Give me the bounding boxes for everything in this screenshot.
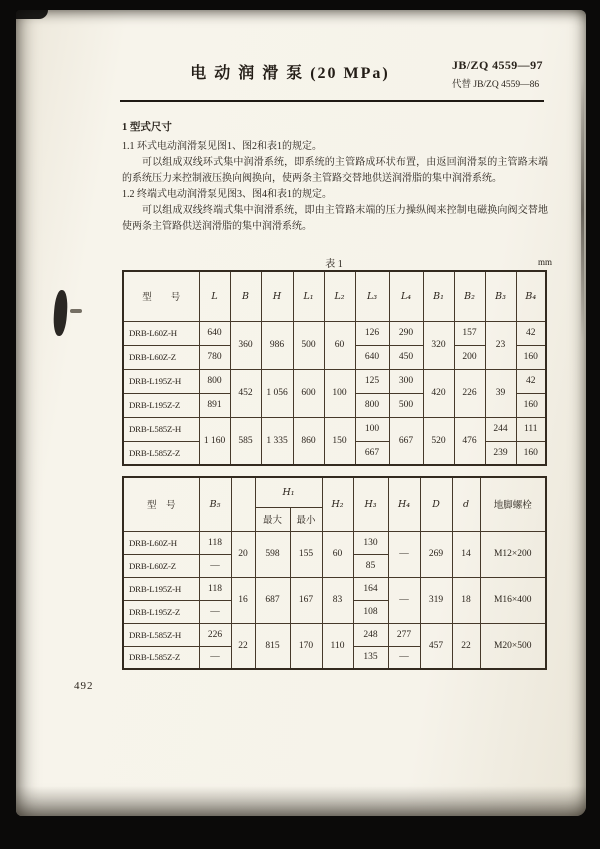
table-cell: 860	[293, 417, 324, 465]
table-cell: 164	[353, 577, 388, 600]
table-cell: DRB-L195Z-H	[123, 369, 199, 393]
table-cell: 891	[199, 393, 230, 417]
table-cell: 277	[388, 623, 420, 646]
table-cell: DRB-L60Z-Z	[123, 345, 199, 369]
table-cell: 457	[420, 623, 452, 669]
table-cell: 160	[516, 393, 546, 417]
table-cell: 319	[420, 577, 452, 623]
paragraph-1-1: 可以组成双线环式集中润滑系统，即系统的主管路成环状布置，由返回润滑泵的主管路末端的系统压力来控制液压换向阀换向，使两条主管路交替地供送润滑脂的集中润滑系统。	[122, 156, 548, 184]
table-cell: 500	[389, 393, 423, 417]
scan-artifact	[16, 786, 586, 816]
table-header-cell: B₁	[423, 271, 454, 321]
table-cell: 239	[485, 441, 516, 465]
table-cell: 244	[485, 417, 516, 441]
table-cell: 18	[452, 577, 480, 623]
replaces-note: 代替 JB/ZQ 4559—86	[452, 80, 540, 90]
table-header-cell: H₁	[255, 477, 322, 507]
table-cell: 476	[454, 417, 485, 465]
table-row	[123, 531, 546, 554]
table-header-cell: B₅	[199, 477, 231, 531]
table-unit-label: mm	[537, 257, 552, 267]
table-header-cell: D	[420, 477, 452, 531]
table-header-cell: H₄	[388, 477, 420, 531]
table-cell: 320	[423, 321, 454, 369]
table-cell: 800	[355, 393, 389, 417]
table-cell: 16	[231, 577, 255, 623]
scan-artifact	[16, 10, 48, 19]
table-cell: 420	[423, 369, 454, 417]
table-header-cell: L₁	[293, 271, 324, 321]
table-cell: 585	[230, 417, 261, 465]
table-cell: 42	[516, 321, 546, 345]
table-cell: 360	[230, 321, 261, 369]
dimension-table-part2	[122, 476, 547, 670]
table-cell: 815	[255, 623, 290, 669]
table-cell: 450	[389, 345, 423, 369]
table-cell: 22	[231, 623, 255, 669]
table-cell: 83	[322, 577, 353, 623]
clause-1-1: 1.1 环式电动润滑泵见图1、图2和表1的规定。	[122, 140, 322, 152]
page-number: 492	[74, 680, 94, 692]
table-cell: 118	[199, 577, 231, 600]
table-cell: —	[388, 531, 420, 577]
dimension-table-part1	[122, 270, 547, 466]
table-row	[123, 623, 546, 646]
table-cell: 22	[452, 623, 480, 669]
table-cell: 160	[516, 441, 546, 465]
table-cell: M12×200	[480, 531, 546, 577]
table-caption-row	[122, 255, 552, 270]
table-cell: 300	[389, 369, 423, 393]
table-cell: DRB-L60Z-H	[123, 321, 199, 345]
table-header-cell: L₃	[355, 271, 389, 321]
table-cell: 60	[322, 531, 353, 577]
table-header-cell: d	[452, 477, 480, 531]
table-header-cell: L₄	[389, 271, 423, 321]
table-cell: 125	[355, 369, 389, 393]
table-cell: —	[388, 577, 420, 623]
table-cell: —	[199, 600, 231, 623]
table-header-cell: B₄	[516, 271, 546, 321]
table-row	[123, 417, 546, 441]
table-cell: DRB-L60Z-H	[123, 531, 199, 554]
table-cell: M16×400	[480, 577, 546, 623]
table-cell: 110	[322, 623, 353, 669]
table-cell: 126	[355, 321, 389, 345]
table-cell: 780	[199, 345, 230, 369]
table-cell: DRB-L585Z-H	[123, 417, 199, 441]
table-cell: 20	[231, 531, 255, 577]
table-row	[123, 321, 546, 345]
table-cell: 290	[389, 321, 423, 345]
table-cell: —	[199, 646, 231, 669]
table-header-cell: 最小	[290, 507, 322, 531]
table-cell: 157	[454, 321, 485, 345]
paragraph-1-2: 可以组成双线终端式集中润滑系统，即由主管路末端的压力操纵阀来控制电磁换向阀交替地使两条主管路供送润滑脂的集中润滑系统。	[122, 204, 548, 232]
table-header-cell: B₂	[454, 271, 485, 321]
table-cell: 23	[485, 321, 516, 369]
table-cell: 85	[353, 554, 388, 577]
table-cell: 800	[199, 369, 230, 393]
table-cell: —	[388, 646, 420, 669]
table-cell: DRB-L195Z-H	[123, 577, 199, 600]
table-cell: 667	[389, 417, 423, 465]
table-cell: 111	[516, 417, 546, 441]
table-cell: DRB-L195Z-Z	[123, 600, 199, 623]
table-cell: 1 335	[261, 417, 293, 465]
table-header-cell: B	[230, 271, 261, 321]
table-cell: 667	[355, 441, 389, 465]
table-cell: 226	[199, 623, 231, 646]
table-cell: 155	[290, 531, 322, 577]
table-row	[123, 477, 546, 507]
scan-artifact	[70, 309, 82, 313]
table-row	[123, 271, 546, 321]
table-header-cell: L	[199, 271, 230, 321]
table-header-cell: B₃	[485, 271, 516, 321]
table-cell: 226	[454, 369, 485, 417]
standard-number: JB/ZQ 4559—97	[452, 58, 543, 72]
table-cell: 100	[324, 369, 355, 417]
table-cell: 100	[355, 417, 389, 441]
table-cell: 167	[290, 577, 322, 623]
document-title: 电 动 润 滑 泵 (20 MPa)	[190, 65, 390, 82]
table-cell: 520	[423, 417, 454, 465]
table-cell: DRB-L585Z-Z	[123, 646, 199, 669]
paper-sheet	[16, 10, 586, 816]
table-cell: DRB-L195Z-Z	[123, 393, 199, 417]
table-cell: 170	[290, 623, 322, 669]
table-header-cell: 地脚螺栓	[480, 477, 546, 531]
table-header-cell: L₂	[324, 271, 355, 321]
table-cell: 640	[199, 321, 230, 345]
scan-artifact	[581, 80, 584, 340]
table-cell: 108	[353, 600, 388, 623]
standard-number-block	[452, 58, 572, 90]
header-rule	[120, 100, 544, 102]
table-row	[123, 369, 546, 393]
table-row	[123, 577, 546, 600]
table-header-cell: H	[261, 271, 293, 321]
section-heading: 1 型式尺寸	[122, 122, 172, 133]
table-cell: 150	[324, 417, 355, 465]
table-cell: DRB-L585Z-H	[123, 623, 199, 646]
table-cell: 500	[293, 321, 324, 369]
table-header-cell: H₃	[353, 477, 388, 531]
clause-1-2: 1.2 终端式电动润滑泵见图3、图4和表1的规定。	[122, 188, 332, 200]
table-cell: M20×500	[480, 623, 546, 669]
table-cell: 118	[199, 531, 231, 554]
document-body	[122, 120, 548, 235]
table-cell: 42	[516, 369, 546, 393]
table-header-cell: 型 号	[123, 477, 199, 531]
table-cell: 269	[420, 531, 452, 577]
table-cell: 986	[261, 321, 293, 369]
table-cell: —	[199, 554, 231, 577]
table-cell: DRB-L585Z-Z	[123, 441, 199, 465]
table-cell: 600	[293, 369, 324, 417]
table-header-cell	[231, 477, 255, 531]
table-cell: 130	[353, 531, 388, 554]
table-header-cell: 型 号	[123, 271, 199, 321]
table-cell: 14	[452, 531, 480, 577]
table-cell: 452	[230, 369, 261, 417]
table-cell: 200	[454, 345, 485, 369]
table-cell: 60	[324, 321, 355, 369]
table-cell: 39	[485, 369, 516, 417]
table-cell: DRB-L60Z-Z	[123, 554, 199, 577]
table-header-cell: 最大	[255, 507, 290, 531]
table-cell: 135	[353, 646, 388, 669]
scan-artifact	[52, 290, 68, 337]
table-cell: 1 160	[199, 417, 230, 465]
table-cell: 160	[516, 345, 546, 369]
table-cell: 248	[353, 623, 388, 646]
table-cell: 598	[255, 531, 290, 577]
table-caption: 表 1	[325, 259, 343, 270]
table-cell: 1 056	[261, 369, 293, 417]
table-cell: 687	[255, 577, 290, 623]
table-header-cell: H₂	[322, 477, 353, 531]
table-cell: 640	[355, 345, 389, 369]
